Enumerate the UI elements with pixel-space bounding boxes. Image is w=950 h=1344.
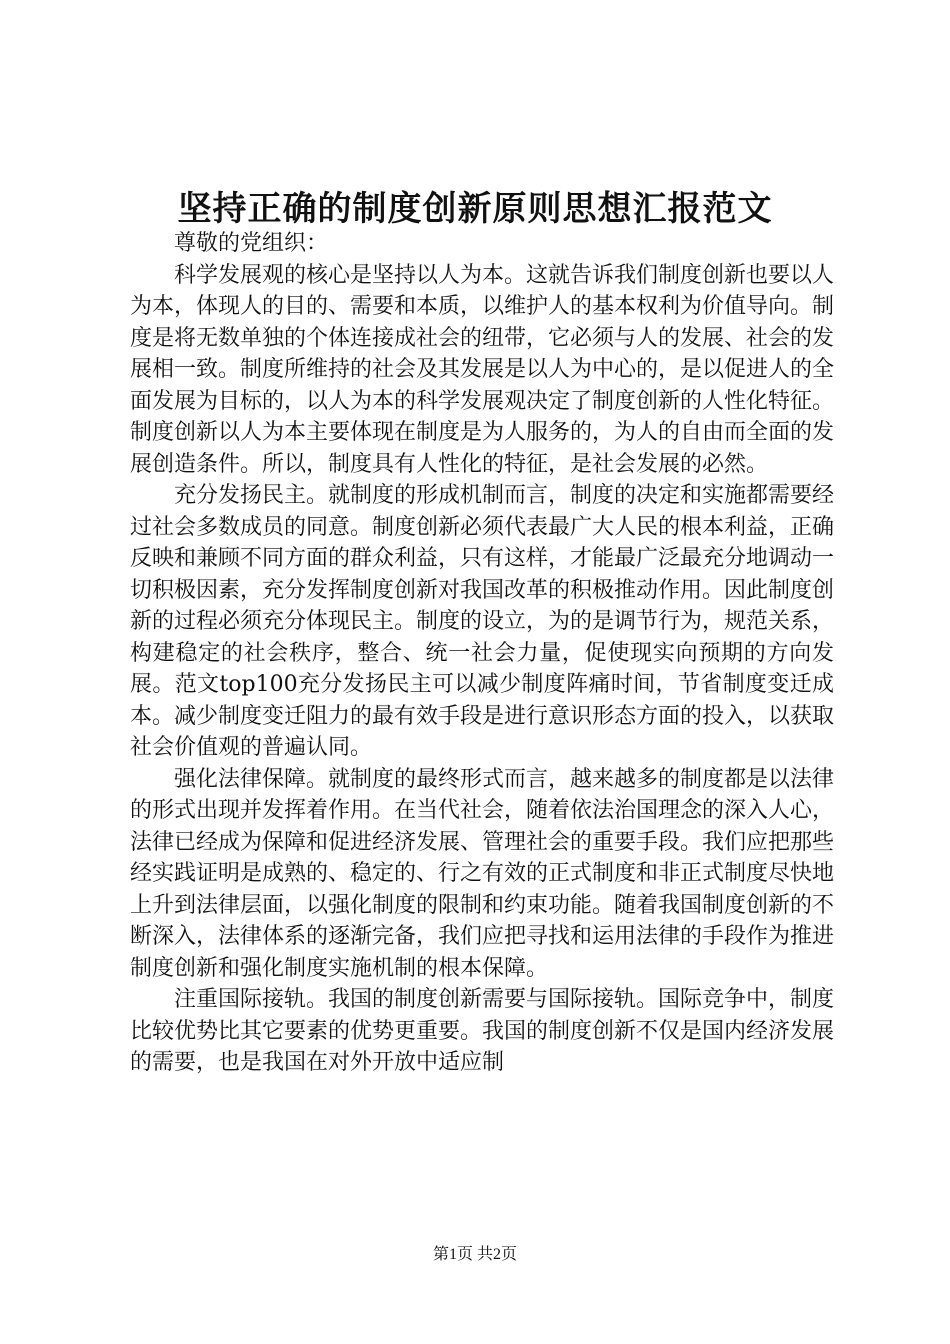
salutation: 尊敬的党组织： [174, 231, 329, 256]
document-body [130, 228, 834, 1079]
paragraph: 注重国际接轨。我国的制度创新需要与国际接轨。国际竞争中，制度比较优势比其它要素的优势更重要。我国的制度创新不仅是国内经济发展的需要，也是我国在对外开放中适应制 [130, 987, 835, 1075]
page-title: 坚持正确的制度创新原则思想汇报范文 [177, 189, 773, 229]
paragraph: 科学发展观的核心是坚持以人为本。这就告诉我们制度创新也要以人为本，体现人的目的、需要和本质，以维护人的基本权利为价值导向。制度是将无数单独的个体连接成社会的纽带，它必须与人的发展、社会的发展相一致。制度所维持的社会及其发展是以人为中心的，是以促进人的全面发展为目标的，以人为本的科学发展观决定了制度创新的人性化特征。制度创新以人为本主要体现在制度是为人服务的，为人的自由而全面的发展创造条件。所以，制度具有人性化的特征，是社会发展的必然。 [130, 262, 835, 477]
page-number: 第1页 共2页 [432, 1246, 517, 1263]
paragraph: 强化法律保障。就制度的最终形式而言，越来越多的制度都是以法律的形式出现并发挥着作用。在当代社会，随着依法治国理念的深入人心，法律已经成为保障和促进经济发展、管理社会的重要手段。我们应把那些经实践证明是成熟的、稳定的、行之有效的正式制度和非正式制度尽快地上升到法律层面，以强化制度的限制和约束功能。随着我国制度创新的不断深入，法律体系的逐渐完备，我们应把寻找和运用法律的手段作为推进制度创新和强化制度实施机制的根本保障。 [130, 766, 835, 981]
paragraph: 充分发扬民主。就制度的形成机制而言，制度的决定和实施都需要经过社会多数成员的同意。制度创新必须代表最广大人民的根本利益，正确反映和兼顾不同方面的群众利益，只有这样，才能最广泛最充分地调动一切积极因素，充分发挥制度创新对我国改革的积极推动作用。因此制度创新的过程必须充分体现民主。制度的设立，为的是调节行为，规范关系，构建稳定的社会秩序，整合、统一社会力量，促使现实向预期的方向发展。范文top100充分发扬民主可以减少制度阵痛时间，节省制度变迁成本。减少制度变迁阻力的最有效手段是进行意识形态方面的投入，以获取社会价值观的普遍认同。 [130, 483, 835, 760]
